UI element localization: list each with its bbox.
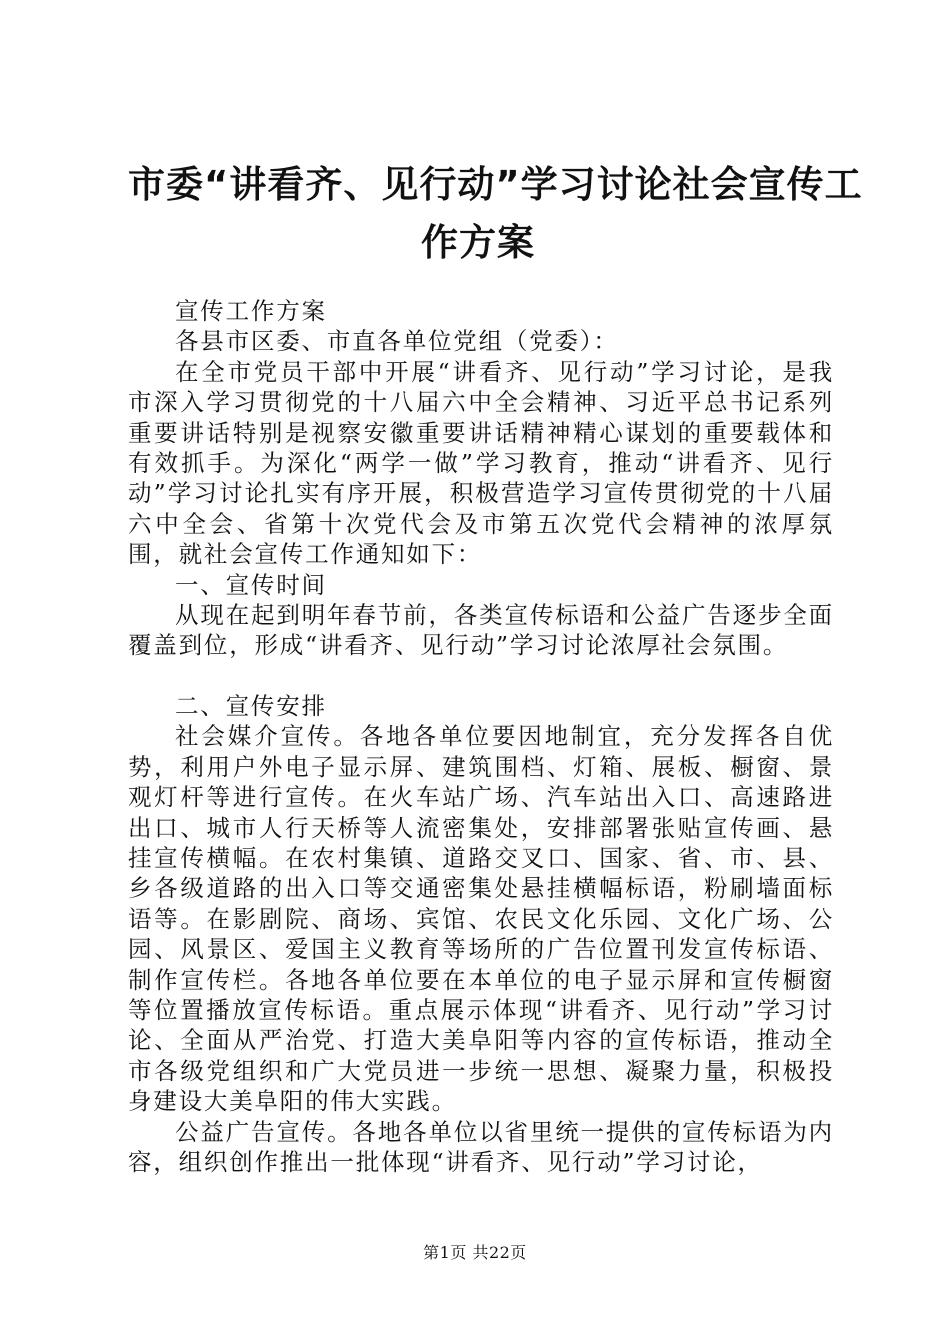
section-heading-time: 一、宣传时间 bbox=[175, 570, 327, 599]
page-footer: 第1页 共22页 bbox=[423, 1243, 527, 1262]
paragraph-public-ads: 公益广告宣传。各地各单位以省里统一提供的宣传标语为内容，组织创作推出一批体现“讲看齐、见行动”学习讨论， bbox=[128, 1117, 834, 1176]
document-body bbox=[128, 296, 834, 1177]
paragraph-doc-subtitle: 宣传工作方案 bbox=[175, 297, 327, 325]
document-title-line-2: 作方案 bbox=[421, 221, 535, 264]
paragraph-introduction: 在全市党员干部中开展“讲看齐、见行动”学习讨论，是我市深入学习贯彻党的十八届六中全会精神、习近平总书记系列重要讲话特别是视察安徽重要讲话精神精心谋划的重要载体和有效抓手。为深化“两学一做”学习教育，推动“讲看齐、见行动”学习讨论扎实有序开展，积极营造学习宣传贯彻党的十八届六中全会、省第十次党代会及市第五次党代会精神的浓厚氛围，就社会宣传工作通知如下： bbox=[128, 357, 834, 569]
paragraph-salutation: 各县市区委、市直各单位党组（党委）： bbox=[175, 327, 619, 356]
section-heading-arrangement: 二、宣传安排 bbox=[175, 691, 327, 720]
paragraph-social-media: 社会媒介宣传。各地各单位要因地制宜，充分发挥各自优势，利用户外电子显示屏、建筑围档、灯箱、展板、橱窗、景观灯杆等进行宣传。在火车站广场、汽车站出入口、高速路进出口、城市人行天桥等人流密集处，安排部署张贴宣传画、悬挂宣传横幅。在农村集镇、道路交叉口、国家、省、市、县、乡各级道路的出入口等交通密集处悬挂横幅标语，粉刷墙面标语等。在影剧院、商场、宾馆、农民文化乐园、文化广场、公园、风景区、爱国主义教育等场所的广告位置刊发宣传标语、制作宣传栏。各地各单位要在本单位的电子显示屏和宣传橱窗等位置播放宣传标语。重点展示体现“讲看齐、见行动”学习讨论、全面从严治党、打造大美阜阳等内容的宣传标语，推动全市各级党组织和广大党员进一步统一思想、凝聚力量，积极投身建设大美阜阳的伟大实践。 bbox=[128, 722, 834, 1116]
document-title-line-1: 市委“讲看齐、见行动”学习讨论社会宣传工 bbox=[128, 163, 863, 206]
paragraph-time: 从现在起到明年春节前，各类宣传标语和公益广告逐步全面覆盖到位，形成“讲看齐、见行动”学习讨论浓厚社会氛围。 bbox=[128, 601, 834, 660]
